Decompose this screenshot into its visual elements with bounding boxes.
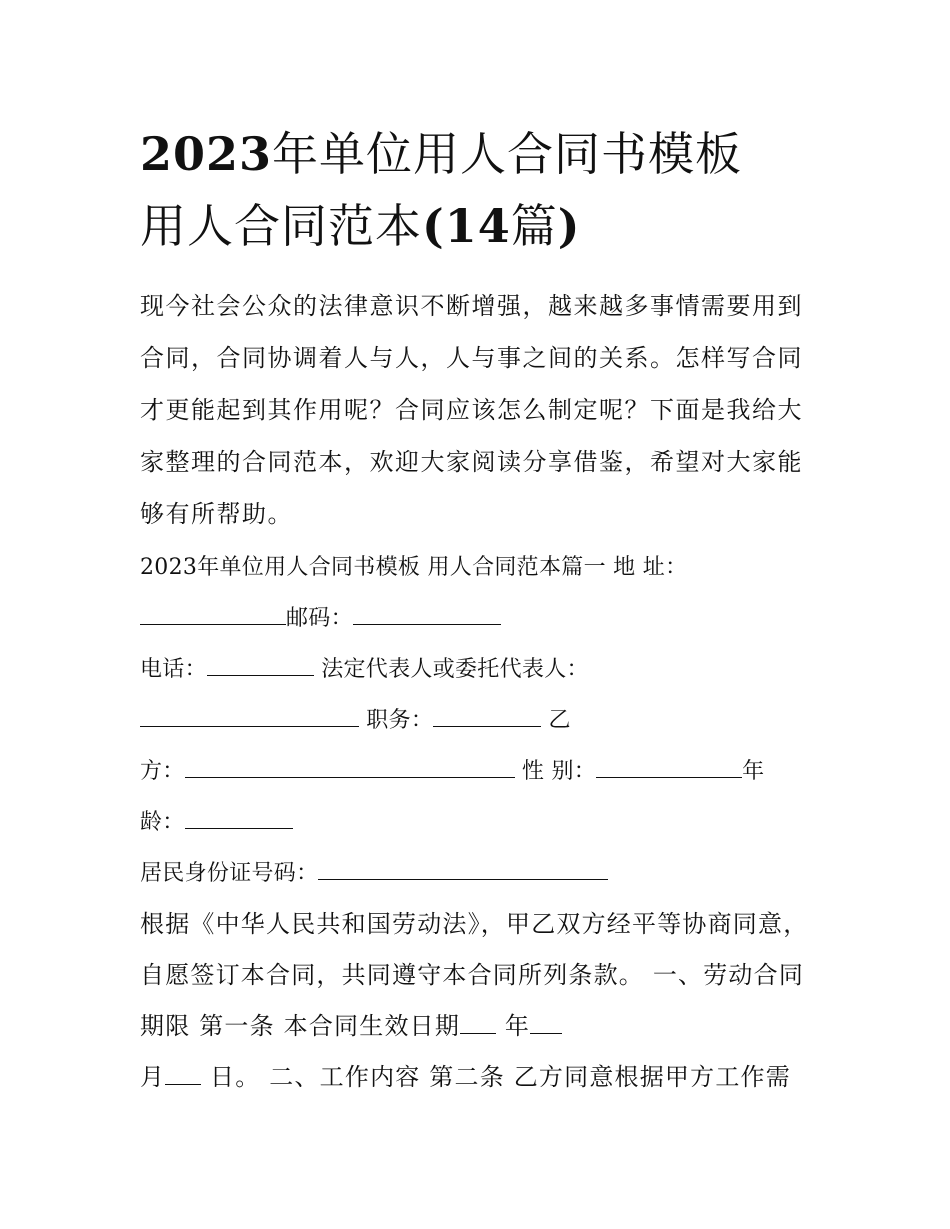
title-year: 2023	[140, 127, 273, 181]
representative-label: 法定代表人或委托代表人：	[321, 657, 589, 682]
effective-day-blank	[165, 1068, 201, 1085]
title-count-unit: 篇	[510, 199, 558, 253]
address-blank	[140, 608, 286, 625]
clause-line-3	[140, 1001, 820, 1052]
form-heading-line	[140, 542, 820, 593]
representative-blank	[140, 710, 359, 727]
party-b-label-part-1: 乙	[548, 708, 571, 733]
party-b-blank	[185, 761, 515, 778]
clause-line-2: 自愿签订本合同，共同遵守本合同所列条款。 一、劳动合同	[140, 961, 805, 989]
representative-line	[140, 695, 820, 746]
age-blank	[185, 812, 293, 829]
age-line	[140, 797, 820, 848]
title-count: (14	[422, 199, 511, 253]
phone-line	[140, 644, 820, 695]
effective-month-blank	[530, 1017, 562, 1034]
id-number-blank	[318, 863, 608, 880]
effective-year-blank	[460, 1017, 496, 1034]
clause-line-1: 根据《中华人民共和国劳动法》，甲乙双方经平等协商同意，	[140, 910, 809, 938]
work-content-text: 日。 二、工作内容 第二条 乙方同意根据甲方工作需	[210, 1063, 791, 1091]
phone-blank	[207, 659, 314, 676]
party-b-line	[140, 746, 820, 797]
year-label: 年	[504, 1012, 531, 1040]
document-title	[140, 118, 820, 262]
clause-line-4	[140, 1052, 820, 1103]
age-label-part-2: 龄：	[140, 810, 185, 835]
id-number-line	[140, 848, 820, 899]
title-line-1-text: 年单位用人合同书模板	[272, 127, 743, 181]
id-number-label: 居民身份证号码：	[140, 861, 319, 886]
title-line-2-text: 用人合同范本	[140, 199, 422, 253]
phone-label: 电话：	[140, 657, 207, 682]
month-label: 月	[140, 1063, 166, 1091]
gender-label: 性 别：	[521, 759, 597, 784]
intro-paragraph: 现今社会公众的法律意识不断增强，越来越多事情需要用到合同，合同协调着人与人，人与事之间的关系。怎样写合同才更能起到其作用呢？合同应该怎么制定呢？下面是我给大家整理的合同范本，欢迎大家阅读分享借鉴，希望对大家能够有所帮助。	[140, 292, 803, 528]
effective-date-label: 期限 第一条 本合同生效日期	[140, 1012, 461, 1040]
position-blank	[433, 710, 541, 727]
postcode-blank	[353, 608, 501, 625]
address-line	[140, 593, 820, 644]
title-line-1	[140, 118, 820, 190]
party-b-label-part-2: 方：	[140, 759, 185, 784]
title-line-2	[140, 190, 820, 262]
position-label: 职务：	[366, 708, 434, 733]
document-page	[140, 118, 820, 1103]
postcode-label: 邮码：	[286, 606, 353, 631]
gender-blank	[596, 761, 742, 778]
form-heading: 2023年单位用人合同书模板 用人合同范本篇一 地 址：	[140, 555, 688, 580]
age-label-part-1: 年	[742, 759, 765, 784]
title-close-paren: )	[557, 199, 581, 253]
